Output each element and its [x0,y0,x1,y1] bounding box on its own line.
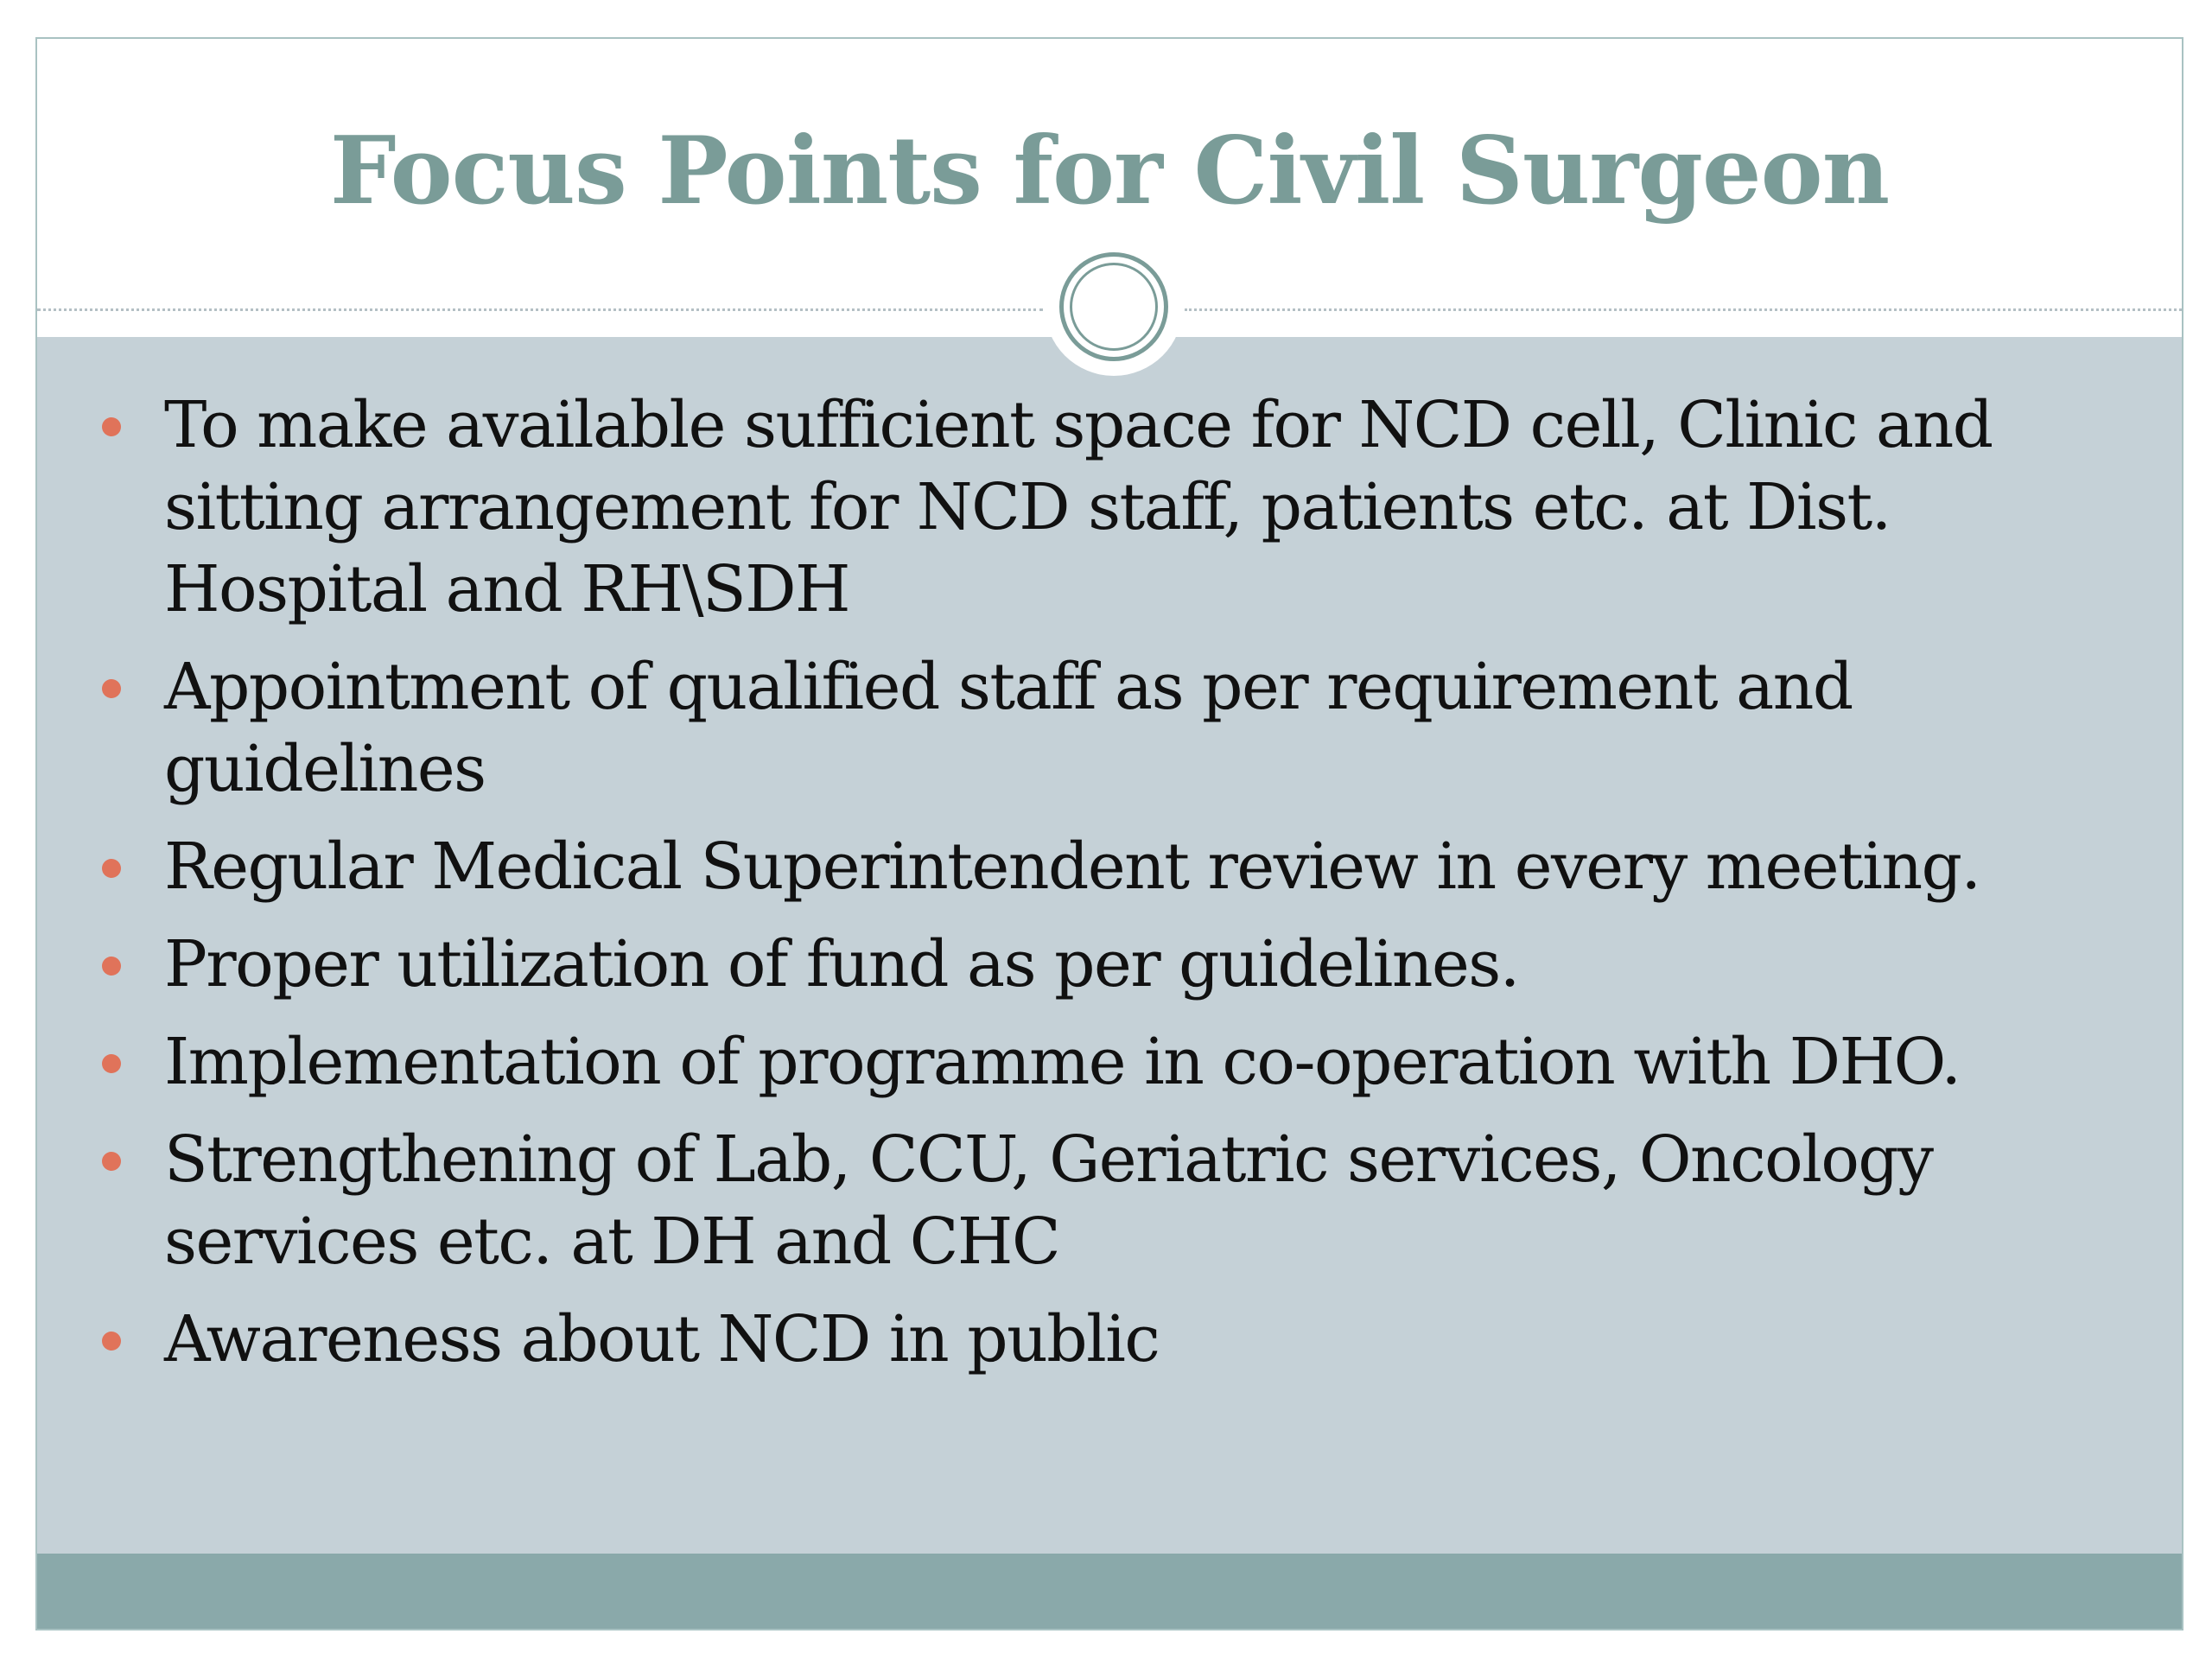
divider-line-left [37,308,1043,311]
bullet-dot-icon [102,957,121,976]
bullet-item-implementation [37,1021,2182,1103]
bullet-item-fund [37,924,2182,1006]
bullet-item-strengthening [37,1119,2182,1283]
bullet-dot-icon [102,417,121,436]
bullet-item-staff [37,646,2182,810]
bullet-text: Implementation of programme in co-operation with DHO. [164,1025,1961,1099]
bullet-list [37,385,2182,1396]
bullet-dot-icon [102,859,121,878]
footer-band [37,1554,2182,1630]
bullet-dot-icon [102,1054,121,1073]
bullet-item-space [37,385,2182,631]
bullet-dot-icon [102,1152,121,1171]
bullet-text: Appointment of qualified staff as per requirement and guidelines [164,650,1853,806]
bullet-dot-icon [102,1332,121,1351]
bullet-text: Awareness about NCD in public [164,1302,1160,1376]
bullet-text: To make available sufficient space for NCD cell, Clinic and sitting arrangement for NCD staff, patients etc. at Dist. Hospital and RH\SDH [164,388,1993,626]
bullet-text: Strengthening of Lab, CCU, Geriatric services, Oncology services etc. at DH and CHC [164,1122,1933,1279]
bullet-item-review [37,826,2182,908]
inner-circle-icon [1070,263,1158,351]
bullet-dot-icon [102,679,121,698]
slide [35,37,2183,1630]
bullet-text: Proper utilization of fund as per guidelines. [164,927,1519,1001]
bullet-text: Regular Medical Superintendent review in every meeting. [164,830,1980,904]
divider-line-right [1185,308,2183,311]
bullet-item-awareness [37,1299,2182,1381]
slide-title: Focus Points for Civil Surgeon [329,117,1890,226]
